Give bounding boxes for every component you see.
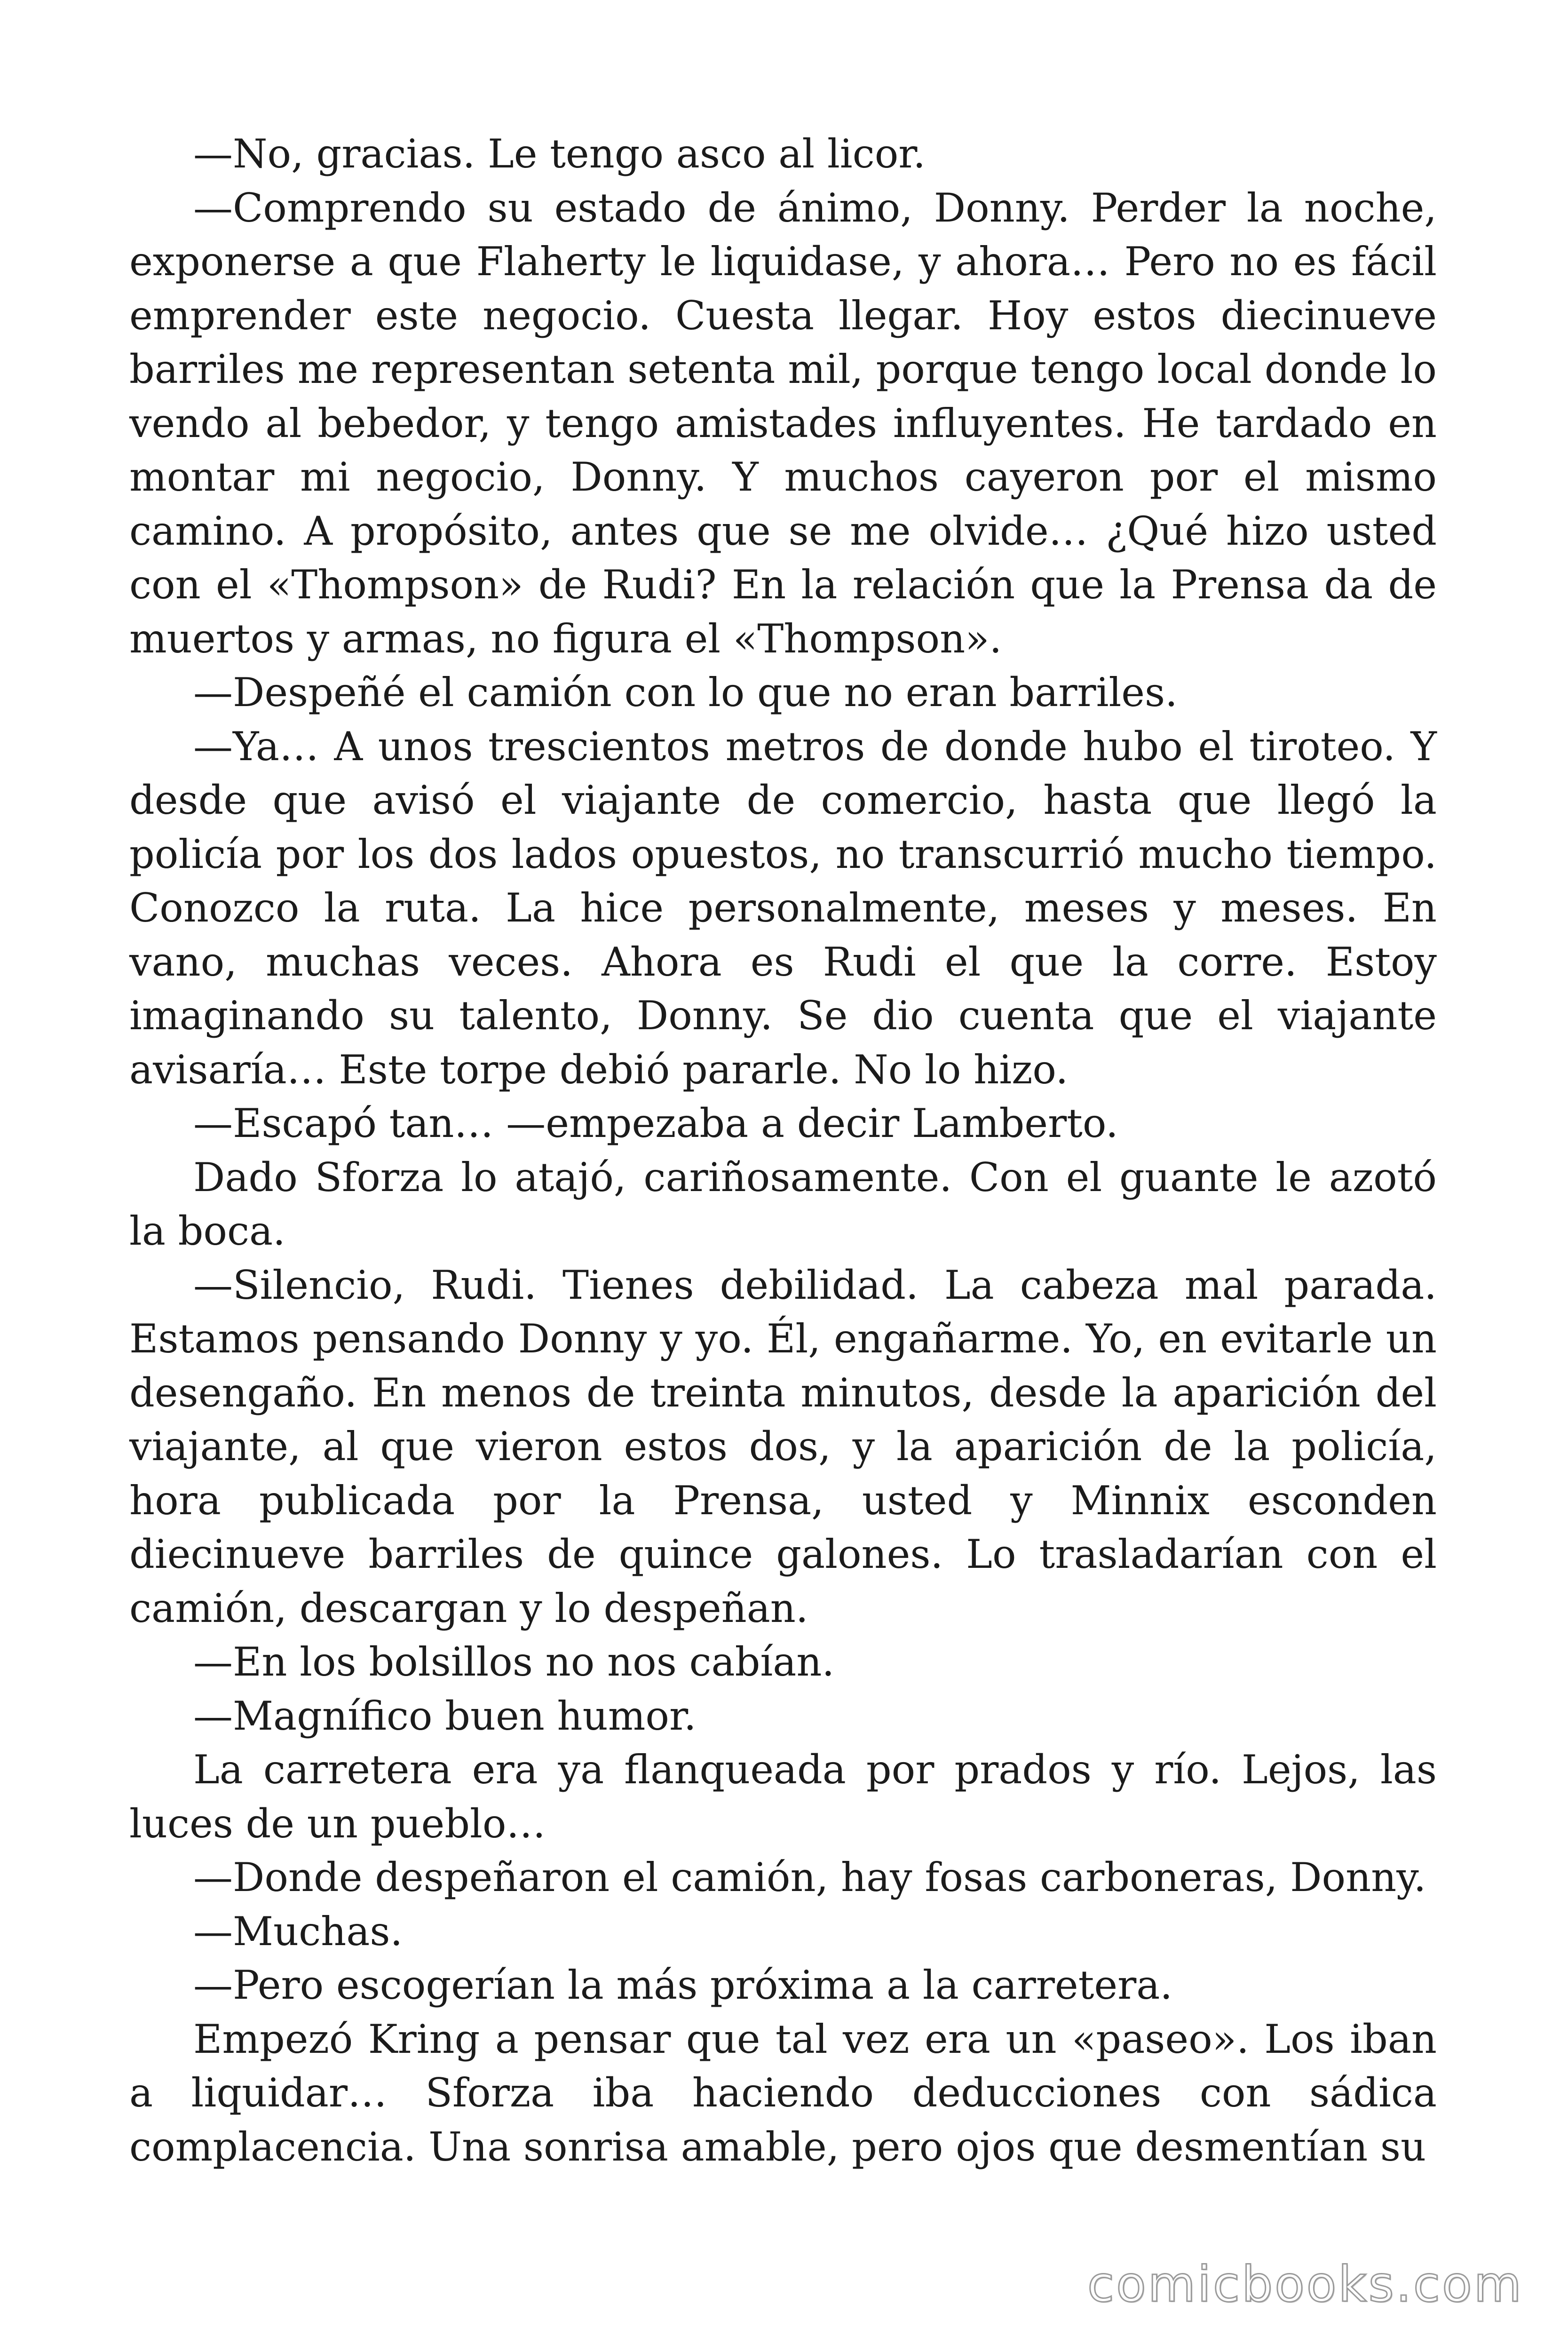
paragraph: —Donde despeñaron el camión, hay fosas carboneras, Donny. xyxy=(193,1854,1426,1900)
paragraph: —Ya… A unos trescientos metros de donde hubo el tiroteo. Y desde que avisó el viajante de comercio, hasta que llegó la policía por los dos lados opuestos, no transcurrió mucho tiempo. Conozco la ruta. La hice personalmente, meses y meses. En vano, muchas veces. Ahora es Rudi el que la corre. Estoy imaginando su talento, Donny. Se dio cuenta que el viajante avisaría… Este torpe debió pararle. No lo hizo. xyxy=(129,723,1437,1093)
paragraph: —Escapó tan… —empezaba a decir Lamberto. xyxy=(193,1100,1118,1146)
paragraph: —No, gracias. Le tengo asco al licor. xyxy=(193,131,926,177)
book-page-text xyxy=(129,127,1437,2174)
paragraph: —Muchas. xyxy=(193,1908,403,1955)
paragraph: Empezó Kring a pensar que tal vez era un «paseo». Los iban a liquidar… Sforza iba haciendo deducciones con sádica complacencia. Una sonrisa amable, pero ojos que desmentían su xyxy=(129,2016,1437,2170)
paragraph: La carretera era ya flanqueada por prados y río. Lejos, las luces de un pueblo… xyxy=(129,1747,1437,1847)
paragraph: —En los bolsillos no nos cabían. xyxy=(193,1639,835,1685)
paragraph: —Comprendo su estado de ánimo, Donny. Perder la noche, exponerse a que Flaherty le liquidase, y ahora… Pero no es fácil emprender este negocio. Cuesta llegar. Hoy estos diecinueve barriles me representan setenta mil, porque tengo local donde lo vendo al bebedor, y tengo amistades influyentes. He tardado en montar mi negocio, Donny. Y muchos cayeron por el mismo camino. A propósito, antes que se me olvide… ¿Qué hizo usted con el «Thompson» de Rudi? En la relación que la Prensa da de muertos y armas, no figura el «Thompson». xyxy=(129,184,1437,662)
paragraph: —Magnífico buen humor. xyxy=(193,1692,697,1739)
paragraph: Dado Sforza lo atajó, cariñosamente. Con el guante le azotó la boca. xyxy=(129,1154,1437,1254)
paragraph: —Pero escogerían la más próxima a la carretera. xyxy=(193,1962,1173,2008)
paragraph: —Silencio, Rudi. Tienes debilidad. La cabeza mal parada. Estamos pensando Donny y yo. Él, engañarme. Yo, en evitarle un desengaño. En menos de treinta minutos, desde la aparición del viajante, al que vieron estos dos, y la aparición de la policía, hora publicada por la Prensa, usted y Minnix esconden diecinueve barriles de quince galones. Lo trasladarían con el camión, descargan y lo despeñan. xyxy=(129,1262,1437,1631)
site-watermark: comicbooks.com xyxy=(1087,2256,1523,2313)
paragraph: —Despeñé el camión con lo que no eran barriles. xyxy=(193,669,1178,715)
